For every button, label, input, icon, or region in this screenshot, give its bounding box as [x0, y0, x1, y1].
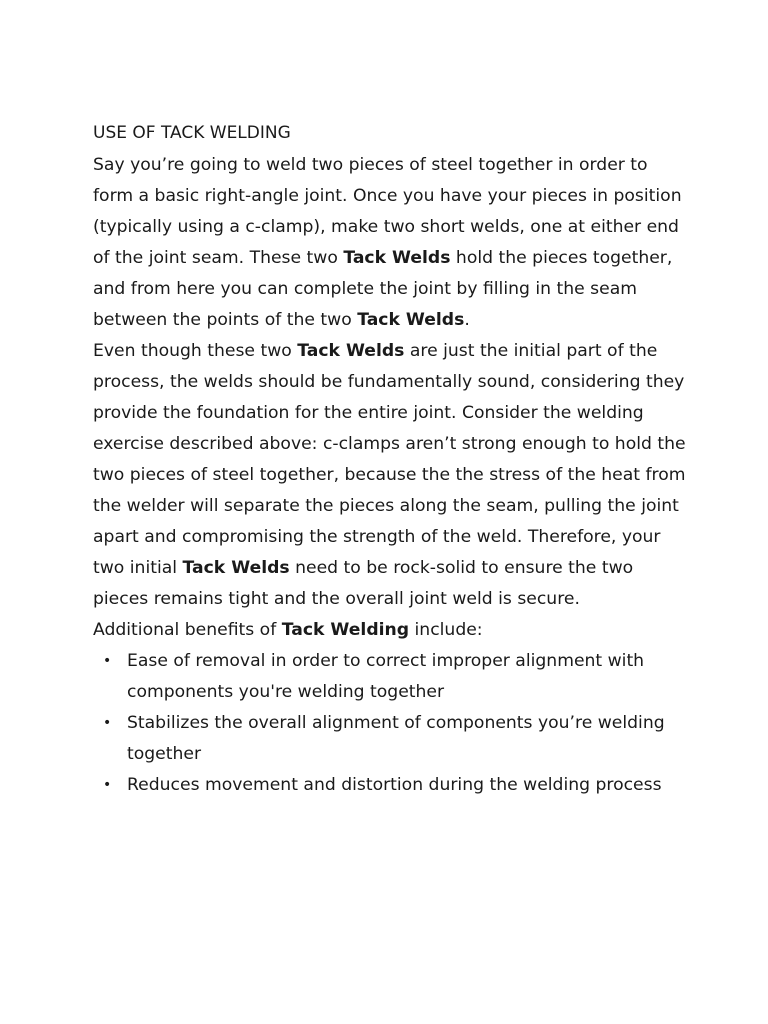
bullet-icon: •: [103, 777, 112, 793]
paragraph-text: .: [464, 310, 470, 330]
paragraph-text: are just the initial part of the process, the welds should be fundamentally sound, considering they provide the foundation for the entire joint. Consider the welding exercise described above: c-clamps aren’t strong enough to hold the two pieces of steel together, because the the stress of the heat from the welder will separate the pieces along the seam, pulling the joint apart and compromising the strength of the weld. Therefore, your two initial: [93, 341, 686, 578]
paragraph-text: Additional benefits of: [93, 620, 282, 640]
list-item: [103, 770, 693, 801]
paragraph-text: Even though these two: [93, 341, 298, 361]
benefits-list: [93, 646, 693, 801]
list-item-text: Ease of removal in order to correct improper alignment with components you're welding together: [127, 651, 645, 702]
bold-term: Tack Welds: [357, 310, 465, 330]
paragraph-explanation: [93, 336, 693, 615]
document-title: USE OF TACK WELDING: [93, 123, 291, 143]
paragraph-text: include:: [409, 620, 483, 640]
bold-term: Tack Welding: [281, 620, 410, 640]
bold-term: Tack Welds: [297, 341, 405, 361]
bold-term: Tack Welds: [343, 248, 451, 268]
paragraph-benefits-intro: [93, 615, 693, 646]
list-item-text: Stabilizes the overall alignment of components you’re welding together: [127, 713, 665, 764]
list-item-text: Reduces movement and distortion during the welding process: [127, 775, 662, 795]
bold-term: Tack Welds: [182, 558, 290, 578]
paragraph-text: hold the pieces together, and from here you can complete the joint by filling in the seam between the points of the two: [93, 248, 673, 330]
paragraph-intro: [93, 150, 693, 336]
list-item: [103, 646, 693, 708]
bullet-icon: •: [103, 653, 112, 669]
paragraph-text: need to be rock-solid to ensure the two pieces remains tight and the overall joint weld is secure.: [93, 558, 634, 609]
paragraph-text: Say you’re going to weld two pieces of steel together in order to form a basic right-angle joint. Once you have your pieces in position (typically using a c-clamp), make two short welds, one at either end of the joint seam. These two: [93, 155, 682, 268]
bullet-icon: •: [103, 715, 112, 731]
document-page: [93, 120, 693, 801]
list-item: [103, 708, 693, 770]
